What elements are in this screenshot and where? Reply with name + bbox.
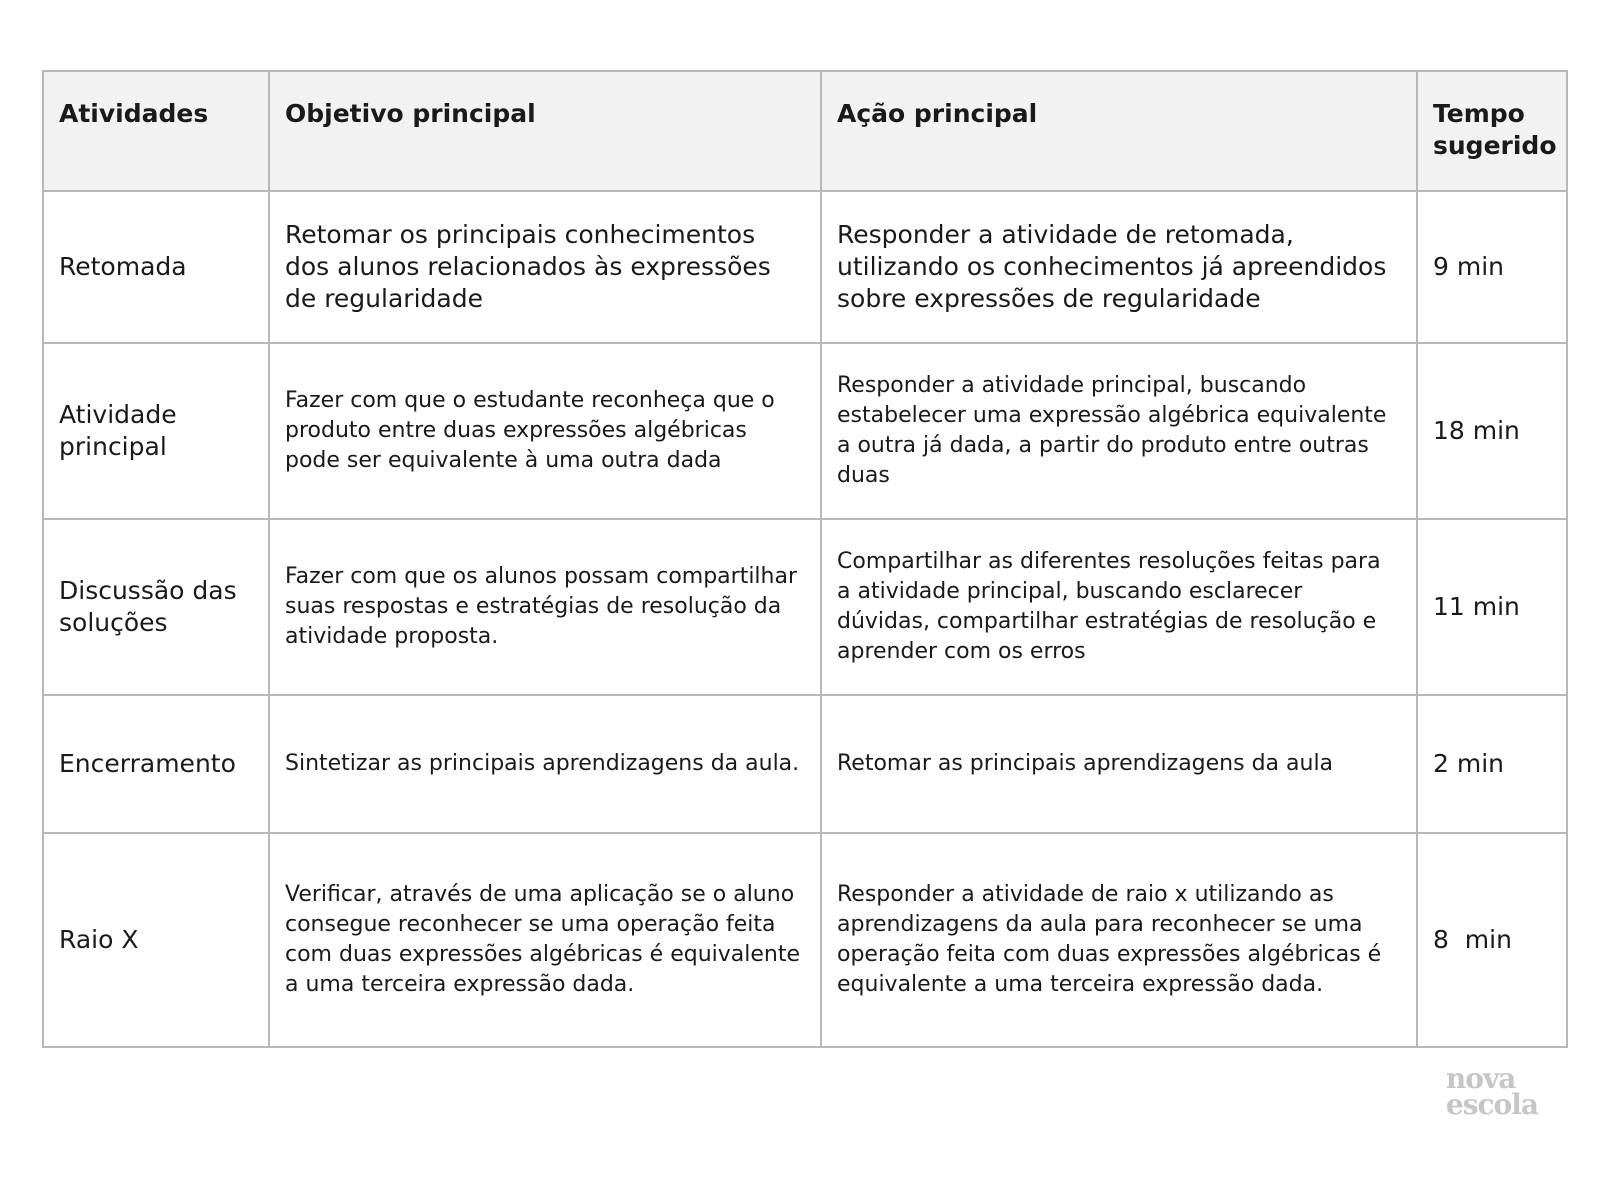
time-cell: 9 min <box>1417 191 1567 343</box>
logo-line-2: escola <box>1445 1088 1538 1121</box>
time-cell: 2 min <box>1417 695 1567 833</box>
table-row <box>43 695 1567 833</box>
activity-cell: Atividade principal <box>43 343 269 519</box>
objective-cell: Retomar os principais conhecimentos dos alunos relacionados às expressões de regularidade <box>269 191 821 343</box>
header-row <box>43 71 1567 191</box>
action-cell: Responder a atividade de retomada, utilizando os conhecimentos já apreendidos sobre expressões de regularidade <box>821 191 1417 343</box>
table-row <box>43 833 1567 1047</box>
action-cell: Responder a atividade principal, buscando estabelecer uma expressão algébrica equivalente a outra já dada, a partir do produto entre outras duas <box>821 343 1417 519</box>
action-cell: Compartilhar as diferentes resoluções feitas para a atividade principal, buscando esclarecer dúvidas, compartilhar estratégias de resolução e aprender com os erros <box>821 519 1417 695</box>
table-row <box>43 343 1567 519</box>
objective-cell: Sintetizar as principais aprendizagens da aula. <box>269 695 821 833</box>
header-objective: Objetivo principal <box>269 71 821 191</box>
action-cell: Responder a atividade de raio x utilizando as aprendizagens da aula para reconhecer se uma operação feita com duas expressões algébricas é equivalente a uma terceira expressão dada. <box>821 833 1417 1047</box>
header-activities: Atividades <box>43 71 269 191</box>
objective-cell: Fazer com que o estudante reconheça que o produto entre duas expressões algébricas pode ser equivalente à uma outra dada <box>269 343 821 519</box>
activity-cell: Raio X <box>43 833 269 1047</box>
activity-cell: Encerramento <box>43 695 269 833</box>
activity-cell: Discussão das soluções <box>43 519 269 695</box>
time-cell: 18 min <box>1417 343 1567 519</box>
objective-cell: Verificar, através de uma aplicação se o aluno consegue reconhecer se uma operação feita com duas expressões algébricas é equivalente a uma terceira expressão dada. <box>269 833 821 1047</box>
header-time: Tempo sugerido <box>1417 71 1567 191</box>
table-row <box>43 191 1567 343</box>
nova-escola-logo <box>1445 1062 1538 1121</box>
table-body <box>43 191 1567 1047</box>
table-row <box>43 519 1567 695</box>
logo-line-1: nova <box>1445 1062 1516 1095</box>
lesson-plan-table <box>42 70 1568 1048</box>
objective-cell: Fazer com que os alunos possam compartilhar suas respostas e estratégias de resolução da atividade proposta. <box>269 519 821 695</box>
header-action: Ação principal <box>821 71 1417 191</box>
action-cell: Retomar as principais aprendizagens da aula <box>821 695 1417 833</box>
table-header <box>43 71 1567 191</box>
activity-cell: Retomada <box>43 191 269 343</box>
time-cell: 11 min <box>1417 519 1567 695</box>
time-cell: 8 min <box>1417 833 1567 1047</box>
